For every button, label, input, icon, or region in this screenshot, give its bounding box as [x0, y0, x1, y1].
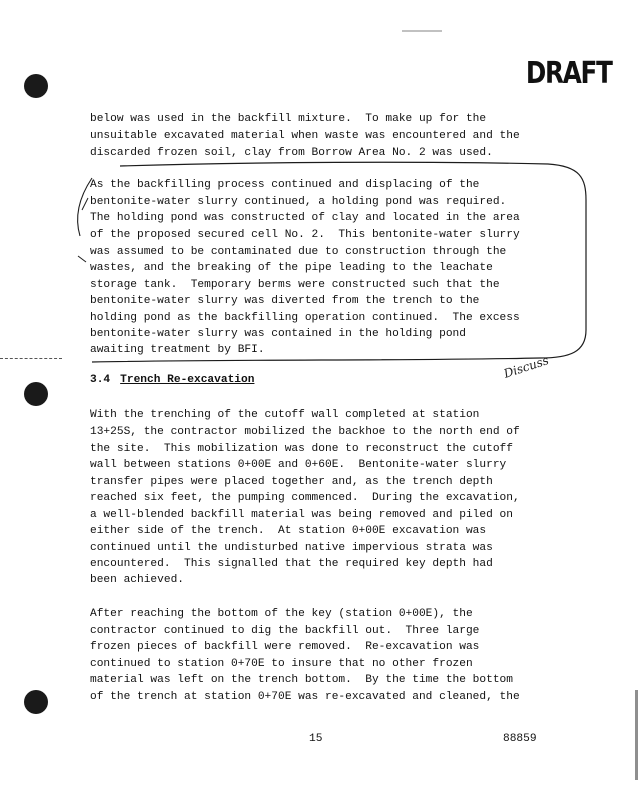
- paragraph-2-line: storage tank. Temporary berms were constructed such that the: [90, 279, 500, 291]
- paragraph-2-line: bentonite-water slurry was diverted from the trench to the: [90, 295, 480, 307]
- paragraph-4-line: continued to station 0+70E to insure that no other frozen: [90, 658, 473, 670]
- paragraph-2-line: As the backfilling process continued and displacing of the: [90, 179, 480, 191]
- paragraph-3-line: wall between stations 0+00E and 0+60E. Bentonite-water slurry: [90, 459, 507, 471]
- page-number: 15: [309, 733, 323, 745]
- paragraph-3-line: continued until the undisturbed native impervious strata was: [90, 542, 493, 554]
- handwritten-margin-note: Discuss: [501, 353, 551, 381]
- paragraph-4-line: frozen pieces of backfill were removed. Re-excavation was: [90, 641, 480, 653]
- paragraph-3-line: been achieved.: [90, 574, 184, 586]
- paragraph-3-line: transfer pipes were placed together and, as the trench depth: [90, 476, 493, 488]
- section-heading: [90, 374, 254, 386]
- paragraph-3-line: a well-blended backfill material was being removed and piled on: [90, 509, 513, 521]
- paragraph-2-line: was assumed to be contaminated due to construction through the: [90, 246, 507, 258]
- paragraph-2-line: holding pond as the backfilling operation continued. The excess: [90, 312, 520, 324]
- paragraph-2-line: of the proposed secured cell No. 2. This bentonite-water slurry: [90, 229, 520, 241]
- paragraph-2-line: bentonite-water slurry was contained in the holding pond: [90, 328, 466, 340]
- document-id: 88859: [503, 733, 537, 745]
- paragraph-1-line: unsuitable excavated material when waste was encountered and the: [90, 130, 520, 142]
- scan-edge-artifact: [635, 690, 638, 780]
- paragraph-2-line: bentonite-water slurry continued, a holding pond was required.: [90, 196, 507, 208]
- paragraph-3-line: 13+25S, the contractor mobilized the backhoe to the north end of: [90, 426, 520, 438]
- paragraph-3-line: either side of the trench. At station 0+00E excavation was: [90, 525, 487, 537]
- paragraph-2-line: The holding pond was constructed of clay and located in the area: [90, 212, 520, 224]
- paragraph-1-line: discarded frozen soil, clay from Borrow Area No. 2 was used.: [90, 147, 493, 159]
- paragraph-4-line: material was left on the trench bottom. By the time the bottom: [90, 674, 513, 686]
- paragraph-4-line: contractor continued to dig the backfill out. Three large: [90, 625, 480, 637]
- paragraph-2-line: wastes, and the breaking of the pipe leading to the leachate: [90, 262, 493, 274]
- paragraph-4-line: of the trench at station 0+70E was re-excavated and cleaned, the: [90, 691, 520, 703]
- paragraph-2-line: awaiting treatment by BFI.: [90, 344, 265, 356]
- paragraph-1-line: below was used in the backfill mixture. To make up for the: [90, 113, 487, 125]
- paragraph-3-line: reached six feet, the pumping commenced. During the excavation,: [90, 492, 520, 504]
- margin-dash: [0, 358, 62, 359]
- paragraph-3-line: encountered. This signalled that the required key depth had: [90, 558, 493, 570]
- paragraph-4-line: After reaching the bottom of the key (station 0+00E), the: [90, 608, 473, 620]
- scan-edge-artifact: [402, 30, 442, 32]
- section-title: Trench Re-excavation: [120, 374, 255, 386]
- section-number: 3.4: [90, 374, 111, 386]
- paragraph-3-line: With the trenching of the cutoff wall completed at station: [90, 409, 480, 421]
- paragraph-3-line: the site. This mobilization was done to reconstruct the cutoff: [90, 443, 513, 455]
- draft-stamp: DRAFT: [526, 56, 612, 91]
